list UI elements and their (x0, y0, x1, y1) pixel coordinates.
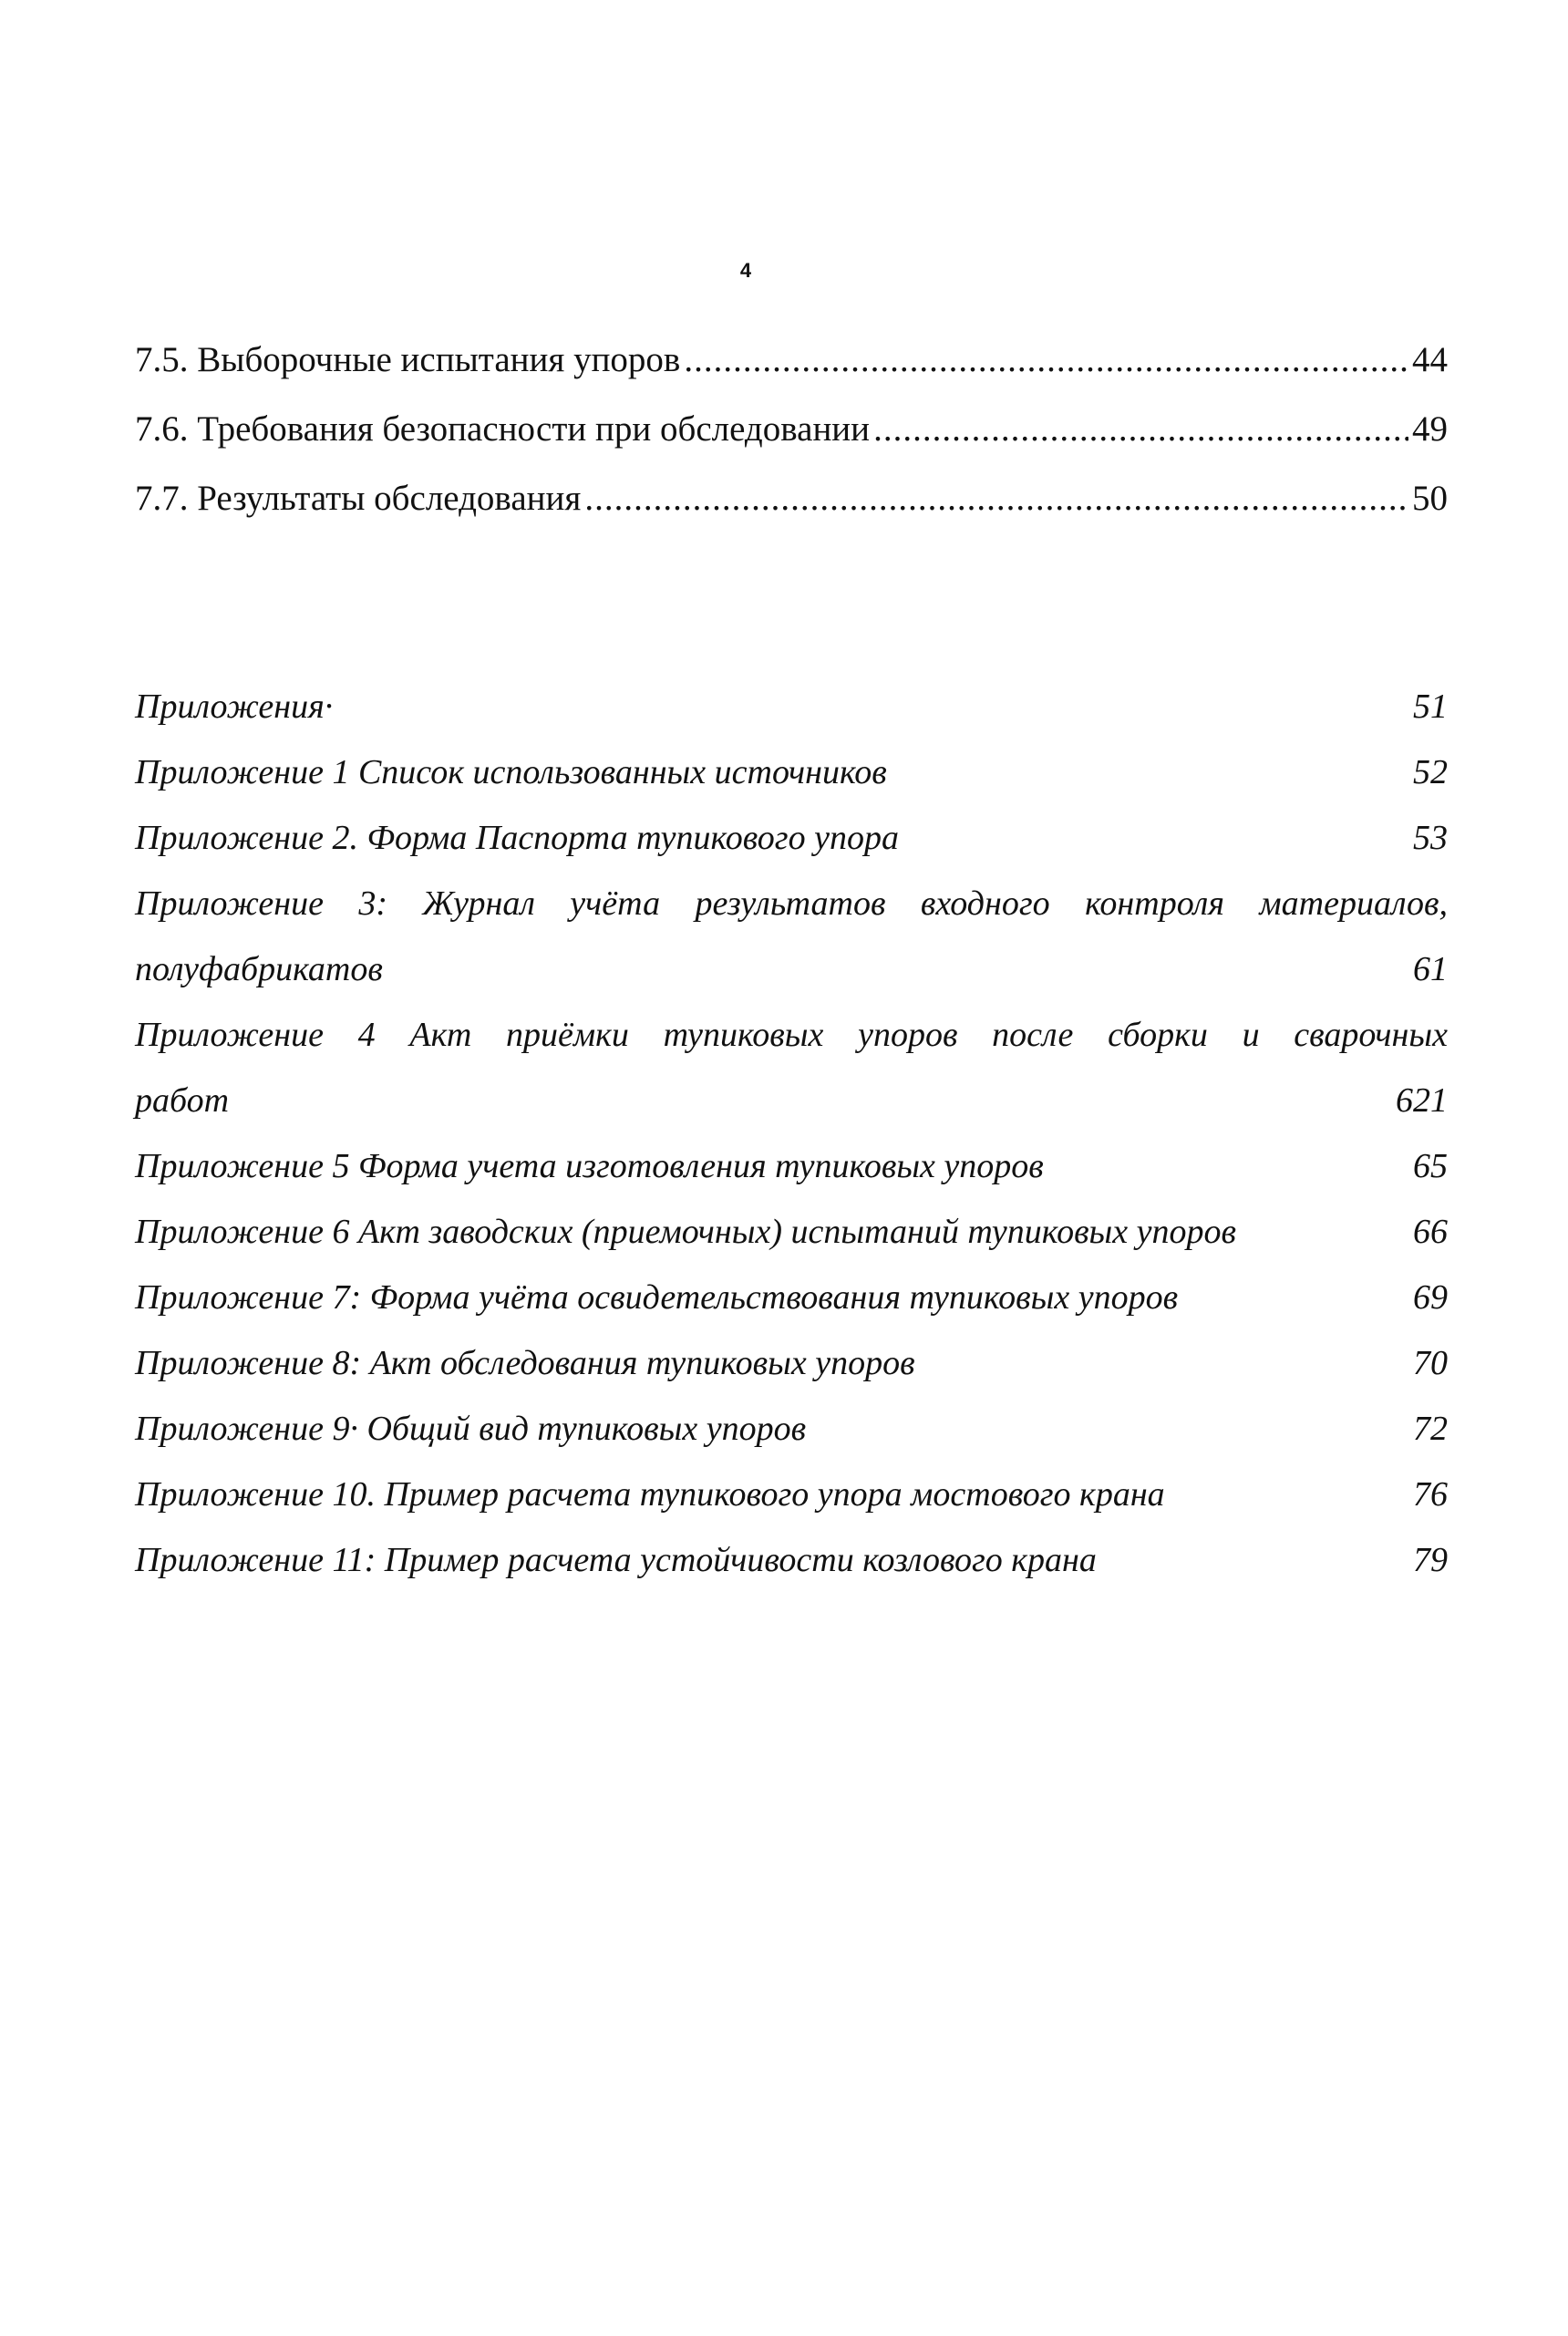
appendix-page: 621 (1396, 1081, 1448, 1120)
appendix-item-10 (135, 1474, 1448, 1540)
appendix-heading (135, 687, 1448, 752)
appendix-title: Приложение 1 Список использованных источников (135, 753, 887, 791)
toc-entry-page: 50 (1412, 479, 1448, 518)
appendix-page: 79 (1413, 1541, 1448, 1579)
appendix-item-7 (135, 1277, 1448, 1343)
appendix-title: Приложение 6 Акт заводских (приемочных) испытаний тупиковых упоров (135, 1213, 1237, 1251)
appendix-item-8 (135, 1343, 1448, 1409)
appendix-title: Приложение 8: Акт обследования тупиковых упоров (135, 1344, 915, 1382)
toc-entry-7-5 (135, 339, 1448, 408)
toc-entry-title: 7.7. Результаты обследования (135, 479, 582, 518)
page-number: 4 (739, 259, 752, 282)
appendix-page: 65 (1413, 1147, 1448, 1185)
appendix-page: 61 (1413, 950, 1448, 988)
appendix-title: Приложение 3: Журнал учёта результатов входного контроля материалов, (135, 884, 1448, 923)
appendix-title: Приложение 4 Акт приёмки тупиковых упоров после сборки и сварочных (135, 1016, 1448, 1054)
appendix-item-9 (135, 1409, 1448, 1474)
appendix-item-3-line-2 (135, 949, 1448, 1015)
appendix-item-4-line-1 (135, 1015, 1448, 1080)
appendix-list (135, 687, 1448, 1606)
appendix-heading-page: 51 (1413, 687, 1448, 726)
appendix-page: 53 (1413, 819, 1448, 857)
appendix-title: Приложение 2. Форма Паспорта тупикового упора (135, 819, 899, 857)
appendix-item-6 (135, 1212, 1448, 1277)
appendix-title: Приложение 7: Форма учёта освидетельствования тупиковых упоров (135, 1278, 1179, 1317)
toc-entry-7-7 (135, 478, 1448, 547)
appendix-page: 66 (1413, 1213, 1448, 1251)
appendix-item-11 (135, 1540, 1448, 1606)
appendix-item-2 (135, 818, 1448, 884)
appendix-item-1 (135, 752, 1448, 818)
appendix-heading-title: Приложения· (135, 687, 334, 726)
appendix-title: Приложение 10. Пример расчета тупикового упора мостового крана (135, 1475, 1165, 1514)
dot-leader (684, 339, 1408, 380)
appendix-title: Приложение 11: Пример расчета устойчивости козлового крана (135, 1541, 1097, 1579)
toc-entry-page: 44 (1412, 340, 1448, 379)
appendix-item-3-line-1 (135, 884, 1448, 949)
appendix-page: 70 (1413, 1344, 1448, 1382)
appendix-item-5 (135, 1146, 1448, 1212)
appendix-item-4-line-2 (135, 1080, 1448, 1146)
toc-entry-title: 7.5. Выборочные испытания упоров (135, 340, 681, 379)
appendix-title: Приложение 5 Форма учета изготовления тупиковых упоров (135, 1147, 1044, 1185)
toc-entry-page: 49 (1412, 409, 1448, 449)
appendix-page: 52 (1413, 753, 1448, 791)
appendix-title-continuation: работ (135, 1081, 230, 1120)
dot-leader (873, 408, 1408, 450)
appendix-title-continuation: полуфабрикатов (135, 950, 383, 988)
toc-entry-7-6 (135, 408, 1448, 478)
dot-leader (584, 478, 1408, 519)
appendix-page: 76 (1413, 1475, 1448, 1514)
appendix-page: 69 (1413, 1278, 1448, 1317)
appendix-title: Приложение 9· Общий вид тупиковых упоров (135, 1410, 807, 1448)
toc-sections (135, 339, 1448, 547)
appendix-page: 72 (1413, 1410, 1448, 1448)
toc-entry-title: 7.6. Требования безопасности при обследовании (135, 409, 871, 449)
